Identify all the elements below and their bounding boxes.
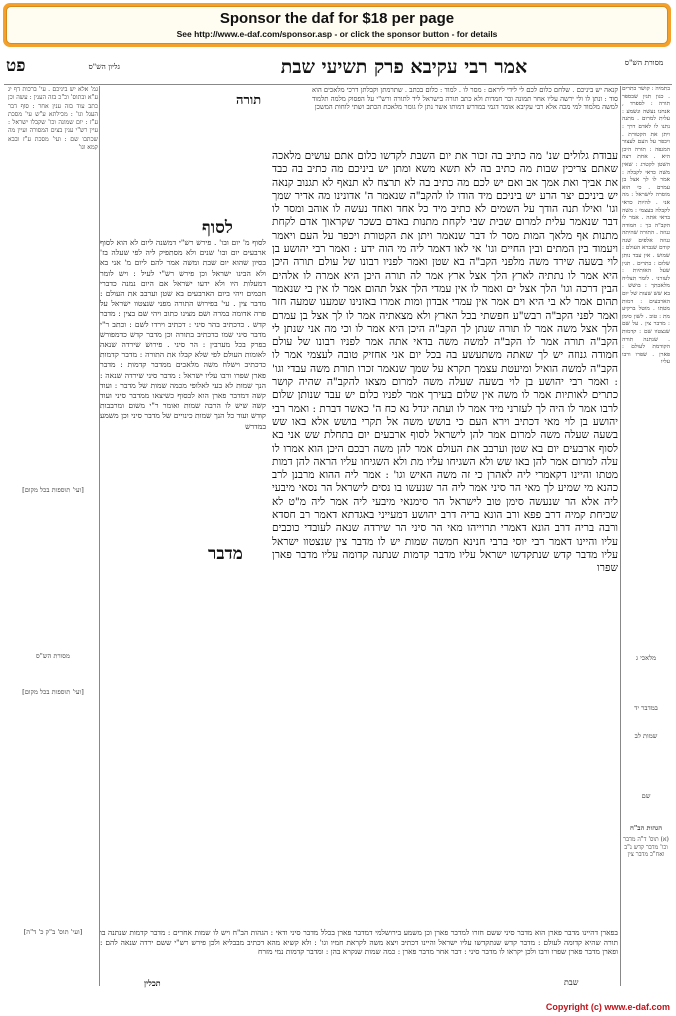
gemara-main-text: עבודת גלולים שנ' מה כתיב בה זכור את יום השבת לקדשו כלום אתם עושים מלאכה שאתם צריכין שבות מה כתיב בה לא תשא משא ומתן יש ביניכם מה כתיב בה כבד את אביך ואת אמך אב ואם יש לכם מה כתיב בה לא תרצח לא תנאף לא תגנוב קנאה יש ביניכם יצר הרע יש ביניכם מיד הודו לו להקב"ה שנאמר ה' אדונינו מה אדיר שמך וגו' ואילו תנה הודך על השמים לא כתיב מיד כל אחד ואחד נעשה לו אוהב ומסר לו דבר שנאמר עלית למרום שבית שבי לקחת מתנות באדם בשכר שקראוך אדם לקחת מתנות אף מלאך המות מסר לו דבר שנאמר ויתן את הקטורת ויכפר על העם ויאמר ויעמוד בין המתים ובין החיים וגו' אי לאו דאמר ליה מי הוה ידע : ואמר רבי יהושע בן לוי בשעה שירד משה מלפני הקב"ה בא שטן ואמר לפניו רבונו של עולם תורה היכן היא אמר לו נתתיה לארץ הלך אצל ארץ אמר לה תורה היכן היא אמרה לו אלהים הבין דרכה וגו' הלך אצל ים ואמר לו אין עמדי הלך אצל תהום אמר לו אין בי שנאמר תהום אמר לא בי היא וים אמר אין עמדי אבדון ומות אמרו באזנינו שמענו שמעה חזר ואמר לפני הקב"ה רבש"ע חפשתי בכל הארץ ולא מצאתיה אמר לו לך אצל בן עמרם הלך אצל משה אמר לו תורה שנתן לך הקב"ה היכן היא אמר לו וכי מה אני שנתן לי הקב"ה תורה אמר לו הקב"ה למשה משה בדאי אתה אמר לפניו רבונו של עולם חמודה גנוזה יש לך שאתה משתעשע בה בכל יום אני אחזיק טובה לעצמי אמר לו הקב"ה למשה הואיל ומיעטת עצמך תקרא על שמך שנאמר זכרו תורת משה עבדי וגו' : ואמר רבי יהושע בן לוי בשעה שעלה משה למרום מצאו להקב"ה שהיה קושר כתרים לאותיות אמר לו משה אין שלום בעירך אמר לפניו כלום יש עבד שנותן שלום לרבו אמר לו היה לך לעזרני מיד אמר לו ועתה יגדל נא כח ה' כאשר דברת : ואמר רבי יהושע בן לוי מאי דכתיב וירא העם כי בושש משה אל תקרי בושש אלא באו שש בשעה שעלה משה למרום אמר להן לישראל לסוף ארבעים יום בתחלת שש אני בא לסוף ארבעים יום בא שטן וערבב את העולם אמר להן משה רבכם היכן הוא אמרו לו עלה למרום אמר להן באו שש ולא השגיחו עליו מת ולא השגיחו עליו הראה להן דמות מטתו והיינו דקאמרי ליה לאהרן כי זה משה האיש וגו' : אמר ליה ההוא מרבנן לרב כהנא מי שמיע לך מאי הר סיני אמר ליה הר שנעשו בו נסים לישראל הר נסאי מיבעי ליה אלא הר שנעשה סימן טוב לישראל הר סימנאי מיבעי ליה אמר ליה מ"ט לא שכיחת קמיה דרב פפא ורב הונא בריה דרב יהושע דמעייני באגדתא דאמר רב חסדא ורבה בריה דרב הונא דאמרי תרוייהו מאי הר סיני הר שירדה שנאה לעובדי כוכבים עליו והיינו דאמר רבי יוסי ברבי חנינא חמשה שמות יש לו מדבר צין שנצטוו ישראל עליו מדבר קדש שנתקדשו ישראל עליו מדבר קדמות שנתנה קדומה עליו מדבר פארן שפרו [272, 150, 618, 575]
hagahot-label: הגהות הב"ח [629, 824, 663, 832]
footer-mark: שבת [564, 978, 579, 987]
tosafos-column: לסוף מ' יום ובו' . פירש רש"י דמשנה ליום לא הוא לסוף ארבעים יום ובו' שנים ולא מסתפיק ליה לפי שעלה בז' בסיון שהוא יום שבת ומשה אמר להם ליום מ' אני בא ולא הבינו ישראל וכן פירש רש"י לעיל : ויש לומר דמעלות היו ולא ידעו ישראל אם היום נמנה כדברי חכמים ויהי ביום הארבעים בא שטן וערבב את העולם : מדבר צין . עי' בפירוש התורה מפני שנצטוו ישראל על פרה אדומה במרה ושם מצינו כתוב ויהי שם בצין : מדבר קדש . כדכתיב בהר סיני : דכתיב וירדו לשם : וכתב ר"י מדבר סיני שמו כדכתיב בתורה וכן מדבר קדש כדמפורש בפרק בכל מערבין : הר סיני . פירוש שירדה שנאה לאומות העולם לפי שלא קבלו את התורה : מדבר קדמות כדכתיב וישלח משה מלאכים ממדבר קדמות : מדבר פארן שפרו ורבו עליו ישראל : מדבר סיני שירדה שנאה : הנך שמות לא בעי לאלופי מכמה שמות של מדבר : ועוד קשה דמדבר פארן הוא לבסוף כשיצאו ממדבר סיני ועוד קשה שיש לו הרבה שמות ואומר ר"י משום ומרבבות קודש ועוד כל הנך שמות כינויים של מדבר סיני וכן משמע במדרש [100, 238, 266, 431]
tosafos-lasof-heading: לסוף [202, 218, 233, 238]
daf-number: פט [6, 56, 26, 76]
masores-rule [620, 86, 621, 986]
tosafos-midbar-heading: מדבר [208, 544, 243, 564]
masores-label: מסורת הש"ס [624, 58, 664, 67]
note-right-2: במדבר יד [634, 704, 658, 712]
sponsor-banner-inner[interactable] [6, 6, 668, 44]
rashi-right-column: בתמיה : קושר כתרים . כגון תגין שבספר תורה : לספרד , אנחנו נעשה ונשמע : עלית למרום . מתנה נתנו לו לאדם דרך : ויתן את הקטורת . ויכפר על העם לעצור המגפה : תורה היכן היא . אחת רצה השטן לקטרג : שאין משה כדאי לקבלה : אמר לו לך אצל בן עמרם . כי הוא מוסרה לישראל : מה אני . להיות כדאי לקבלה בעצמי : משה בדאי אתה . אמר לו הקב"ה כך : חמודה גנוזה . התורה שהיתה גנוזה אלפים שנה קודם שנברא העולם : שמוש . אין עבד נותן שלום : כתרים . תגין שעל האותיות : לעזרני . לומר תצליח מלאכתך : בושש . בא שש שעות של יום הארבעים : דמות מטתו . מוטל ברקיע מת : טוב . לשון סימן : מדבר צין . על שם שנצטוו שם : קדמות . שנתנה תורה הקודמת לעולם : פארן . שפרו ורבו עליו [622, 86, 670, 366]
marker-torah: תורה [236, 93, 262, 108]
gilyon-column: גמ' אלא יש ביניכם . עי' ברכות דף יג ע"א ובתוס' וכ"כ בזה הענין : עשה וכן כתב עוד בזה ענין אחר : סוף דבר העגל וגו' : מכילתא ע"ש עי' מסכת ע"ז : יום שמונה וכו' שקבלו ישראל : עיין רש"י ענין בצים המסורה ועיין מה שכתבו שם : ועי' מסכת ע"ז ובבא קמא וגו' [8, 86, 98, 152]
note-right-4: שם [641, 792, 651, 800]
hagahot-text: (א) תוס' ד"ה מדבר וכו' מדבר קדש נ"ב ואח"כ מדבר צין [623, 836, 669, 858]
note-left-2: מסורת הש"ס [36, 652, 70, 660]
bottom-commentary: בפארן דהיינו מדבר פארן הוא מדבר סיני ששם חזרו למדבר פארן וכן משמע בירושלמי דמדבר פארן בכלל מדבר סיני ודאי : הגהות הב"ח ויש לו שמות אחרים : מדבר קדמות שנתנה בו תורה שהיא קדומה לעולם : מדבר קדש שנתקדשו עליו ישראל והיינו דכתיב ויצא משה לקראת חמיו וגו' : ולא קשיא מהא דכתיב מבבליא ולכן פירש רש"י ששם ירדה שנאה להם : ופארן מדבר פארן שפרו ורבו ולכן יקראו לו מדבר סיני : דבר אחר מדבר פארן : כמה שמות שנקרא בהן : ומדבר קדמות נמי מזרח [100, 928, 618, 957]
note-left-3: [ועי' תוספות בכל מקום] [22, 688, 84, 696]
gilyon-rule [99, 86, 100, 986]
copyright-notice[interactable]: Copyright (c) www.e-daf.com [545, 1002, 670, 1012]
sponsor-subtitle[interactable]: See http://www.e-daf.com/sponsor.asp - or click the sponsor button - for details [176, 29, 498, 39]
sponsor-banner[interactable] [3, 3, 671, 47]
chapter-title: אמר רבי עקיבא פרק תשיעי שבת [280, 56, 528, 78]
gilyon-label: גליון הש"ס [88, 62, 120, 71]
note-left-4: [ועי' תוס' ב"ק כ' ד"ה] [23, 928, 83, 936]
note-right-3: שמות לב [634, 732, 658, 740]
note-left-1: [ועי' תוספות בכל מקום] [22, 486, 84, 494]
sponsor-title[interactable]: Sponsor the daf for $18 per page [219, 10, 455, 27]
note-right-1: מלאכי ג [635, 654, 657, 662]
rashi-top-block: קנאה יש ביניכם . שלחם כלום לכם לי לידי ליראם : מסר לו . למוד : כלום בכתב . שתרמתן וקבלתן דרכי מלאכים הוא סוד : ונתן לו ולי ירשה עליו אחר תמונה ובר חמדות ולא כתב תורה בישראל ליד לתורה ורש"י על הפסוק מלמה תלמוד למשה מלמוד למי מכה אלא רבי עקיבא אומר דגמי במדרש דמותו אשר נתן לו גומר מלאכת הכתב ושתי לוחות המשכן [312, 86, 618, 112]
talmud-page [4, 52, 672, 994]
footer-catchword: תכלין [144, 978, 161, 988]
header-rule [4, 84, 672, 85]
